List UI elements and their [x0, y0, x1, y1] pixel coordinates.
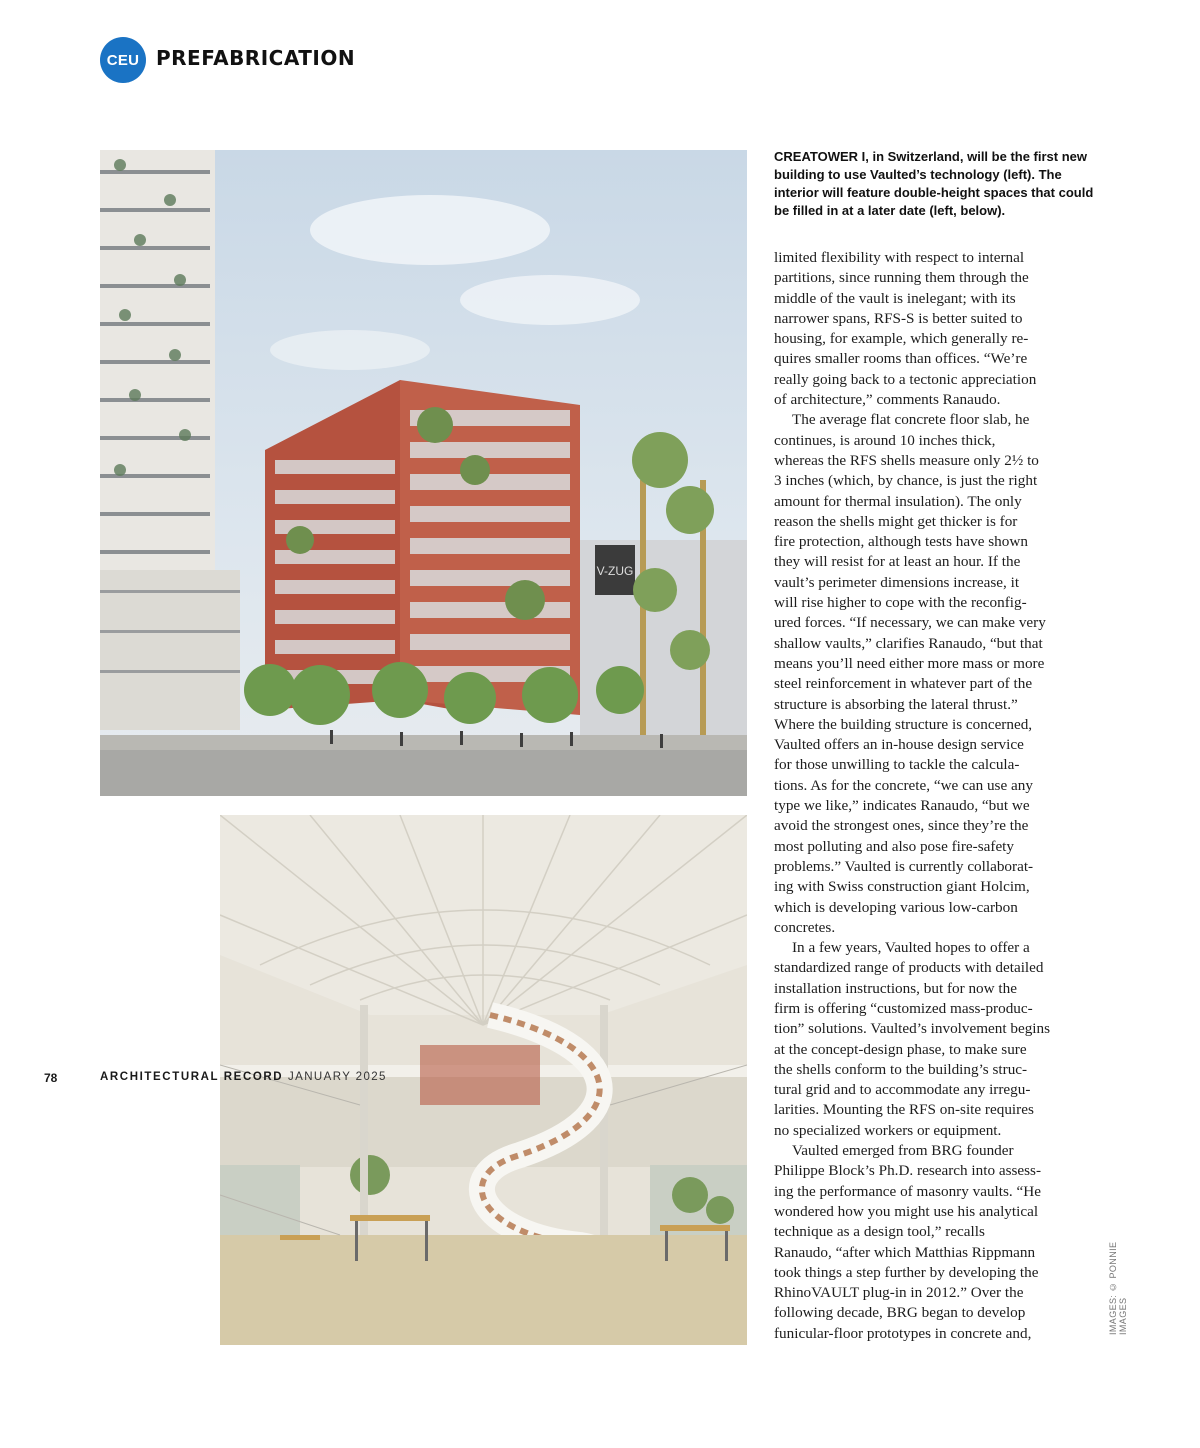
body-line: Philippe Block’s Ph.D. research into assess- — [774, 1162, 1042, 1180]
body-line: Vaulted emerged from BRG founder — [792, 1142, 1014, 1160]
body-line: at the concept-design phase, to make sure — [774, 1040, 1027, 1058]
body-line: ing the performance of masonry vaults. “He — [774, 1182, 1041, 1200]
vzug-sign: V-ZUG — [596, 564, 634, 578]
caption-text: , in Switzerland, will be the first new building to use Vaulted’s technology (left). The interior will feature double-height spaces that could be filled in at a later date (left, below). — [774, 149, 1094, 218]
body-line: vault’s perimeter dimensions increase, it — [774, 573, 1020, 591]
body-line: type we like,” indicates Ranaudo, “but we — [774, 797, 1030, 815]
ceu-badge: CEU — [100, 37, 146, 83]
body-line: fire protection, although tests have shown — [774, 533, 1028, 551]
body-line: In a few years, Vaulted hopes to offer a — [792, 939, 1030, 957]
body-line: tions. As for the concrete, “we can use any — [774, 776, 1033, 794]
exterior-rendering — [100, 150, 747, 796]
image-credit: IMAGES: © PONNIE IMAGES — [1108, 1241, 1128, 1335]
body-line: steel reinforcement in whatever part of the — [774, 675, 1033, 693]
body-line: Vaulted offers an in-house design service — [774, 736, 1024, 754]
body-line: continues, is around 10 inches thick, — [774, 431, 996, 449]
body-line: limited flexibility with respect to internal — [774, 249, 1025, 266]
issue-date: JANUARY 2025 — [288, 1071, 387, 1083]
body-line: ured forces. “If necessary, we can make very — [774, 614, 1046, 632]
body-line: Where the building structure is concerned, — [774, 715, 1033, 733]
body-line: larities. Mounting the RFS on-site requires — [774, 1101, 1034, 1119]
body-line: amount for thermal insulation). The only — [774, 492, 1022, 510]
body-line: narrower spans, RFS-S is better suited to — [774, 309, 1023, 327]
body-line: avoid the strongest ones, since they’re the — [774, 817, 1029, 835]
body-line: technique as a design tool,” recalls — [774, 1223, 985, 1241]
body-line: concretes. — [774, 918, 836, 936]
body-line: tion” solutions. Vaulted’s involvement begins — [774, 1020, 1051, 1038]
section-title: PREFABRICATION — [156, 46, 356, 70]
body-line: most polluting and also pose fire-safety — [774, 837, 1014, 855]
body-line: they will resist for at least an hour. If the — [774, 553, 1021, 571]
caption-lead: CREATOWER I — [774, 149, 866, 164]
body-line: for those unwilling to tackle the calcula- — [774, 756, 1020, 774]
body-line: took things a step further by developing the — [774, 1263, 1039, 1281]
body-line: middle of the vault is inelegant; with its — [774, 289, 1016, 307]
body-line: installation instructions, but for now the — [774, 979, 1017, 997]
body-line: really going back to a tectonic appreciation — [774, 370, 1037, 388]
body-line: of architecture,” comments Ranaudo. — [774, 391, 1001, 409]
publication-name: ARCHITECTURAL RECORD — [100, 1071, 284, 1083]
body-line: the shells conform to the building’s struc- — [774, 1060, 1028, 1078]
body-line: Ranaudo, “after which Matthias Rippmann — [774, 1243, 1036, 1261]
body-line: housing, for example, which generally re- — [774, 330, 1029, 348]
body-line: no specialized workers or equipment. — [774, 1121, 1002, 1139]
body-line: means you’ll need either more mass or more — [774, 654, 1045, 672]
body-line: whereas the RFS shells measure only 2½ to — [774, 451, 1039, 469]
body-line: funicular-floor prototypes in concrete and, — [774, 1324, 1032, 1342]
body-line: standardized range of products with detailed — [774, 959, 1044, 977]
article-body — [774, 248, 1080, 1344]
body-line: which is developing various low-carbon — [774, 898, 1018, 916]
body-line: RhinoVAULT plug-in in 2012.” Over the — [774, 1284, 1024, 1302]
body-line: 3 inches (which, by chance, is just the right — [774, 472, 1038, 490]
photo-caption — [774, 148, 1094, 220]
body-line: structure is absorbing the lateral thrust.” — [774, 695, 1018, 713]
body-line: The average flat concrete floor slab, he — [792, 411, 1030, 429]
body-line: partitions, since running them through the — [774, 269, 1029, 287]
body-line: will rise higher to cope with the reconfig- — [774, 594, 1027, 612]
body-line: reason the shells might get thicker is for — [774, 512, 1018, 530]
body-line: shallow vaults,” clarifies Ranaudo, “but that — [774, 634, 1043, 652]
body-line: firm is offering “customized mass-produc- — [774, 999, 1033, 1017]
page-number: 78 — [44, 1071, 58, 1085]
body-line: ing with Swiss construction giant Holcim, — [774, 878, 1030, 896]
body-line: quires smaller rooms than offices. “We’re — [774, 350, 1028, 368]
body-line: wondered how you might use his analytical — [774, 1202, 1039, 1220]
body-line: following decade, BRG began to develop — [774, 1304, 1026, 1322]
body-line: tural grid and to accommodate any irregu- — [774, 1081, 1031, 1099]
body-line: problems.” Vaulted is currently collaborat- — [774, 857, 1034, 875]
